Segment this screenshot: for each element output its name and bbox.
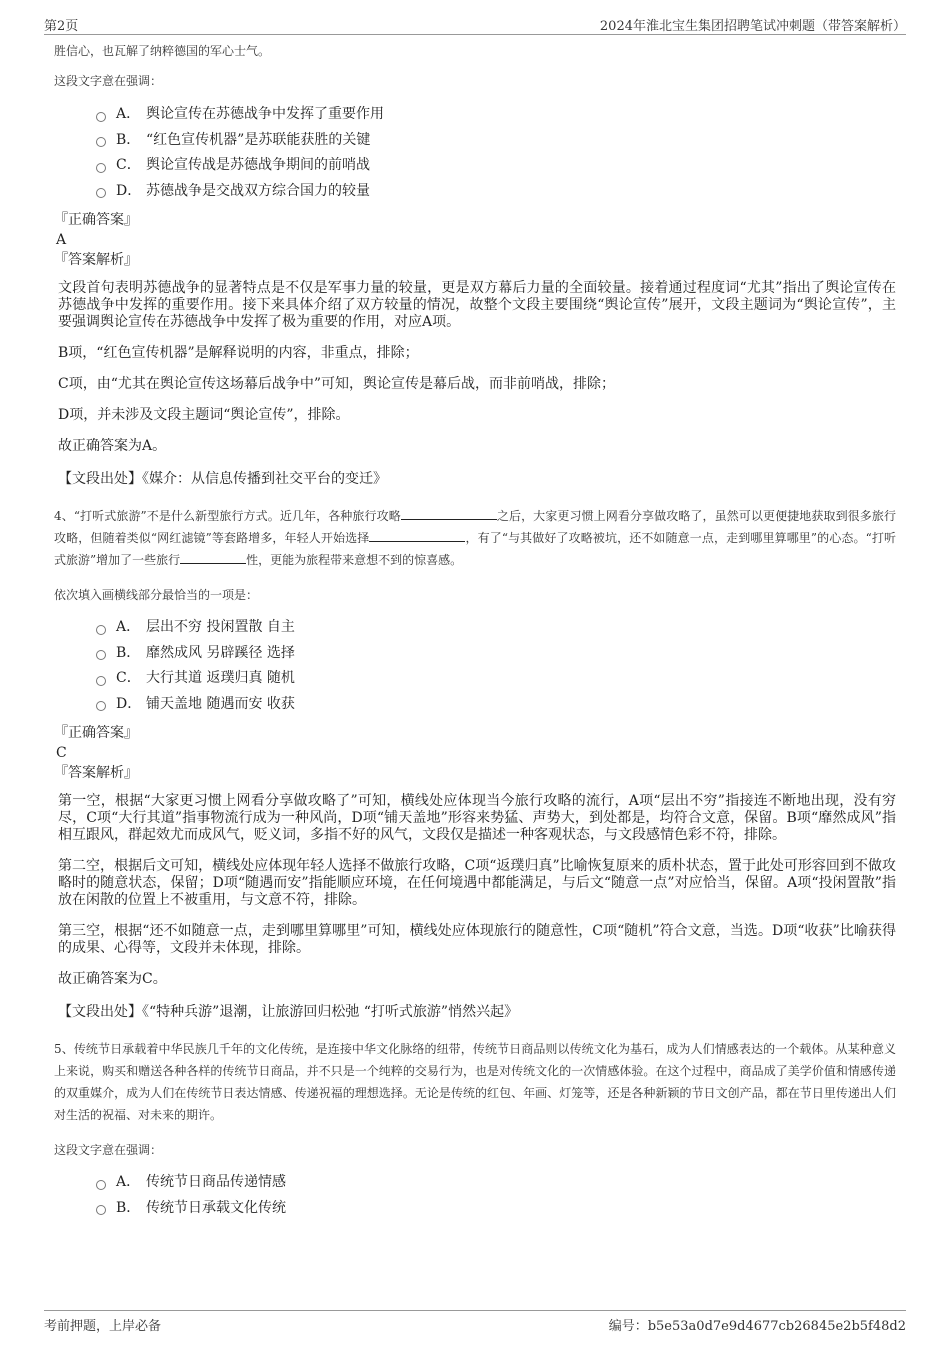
q3-analysis-label: 『答案解析』 xyxy=(54,252,138,268)
q5-prompt: 这段文字意在强调： xyxy=(54,1143,163,1157)
q4-option-d[interactable]: D． 铺天盖地 随遇而安 收获 xyxy=(96,692,896,718)
q4-option-c[interactable]: C． 大行其道 返璞归真 随机 xyxy=(96,666,896,692)
radio-icon[interactable] xyxy=(96,188,106,198)
q4-question: 4、“打听式旅游”不是什么新型旅行方式。近几年，各种旅行攻略 之后，大家更习惯上网看分享做攻略了，虽然可以更便捷地获取到很多旅行攻略，但随着类似“网红滤镜”等套路增多，年轻人开始选择 ，有了“与其做好了攻略被坑，还不如随意一点，走到哪里算哪里”的心态。“打听式旅游”增加了一些旅行 性，更能为旅程带来意想不到的惊喜感。 xyxy=(54,509,896,567)
radio-icon[interactable] xyxy=(96,676,106,686)
q4-analysis-para: 第一空，根据“大家更习惯上网看分享做攻略了”可知，横线处应体现当今旅行攻略的流行，A项“层出不穷”指接连不断地出现，没有穷尽，C项“大行其道”指事物流行成为一种风尚，D项“铺天盖地”形容来势猛、声势大，到处都是，均符合文意，保留。B项“靡然成风”指相互跟风，群起效尤而成风气，贬义词，多指不好的风气，文段仅是描述一种客观状态，与文段感情色彩不符，排除。 xyxy=(58,793,896,843)
document-code: b5e53a0d7e9d4677cb26845e2b5f48d2 xyxy=(647,1319,906,1334)
radio-icon[interactable] xyxy=(96,112,106,122)
q4-analysis-para: 第三空，根据“还不如随意一点，走到哪里算哪里”可知，横线处应体现旅行的随意性，C项“随机”符合文意，当选。D项“收获”比喻获得的成果、心得等，文段并未体现，排除。 xyxy=(58,923,896,956)
q3-analysis-para: C项，由“尤其在舆论宣传这场幕后战争中”可知，舆论宣传是幕后战，而非前哨战，排除； xyxy=(58,376,616,392)
document-title: 2024年淮北宝生集团招聘笔试冲刺题（带答案解析） xyxy=(599,19,906,34)
q5-option-a[interactable]: A． 传统节日商品传递情感 xyxy=(96,1170,896,1196)
radio-icon[interactable] xyxy=(96,650,106,660)
fill-blank xyxy=(369,529,465,542)
q3-options xyxy=(96,102,896,204)
radio-icon[interactable] xyxy=(96,163,106,173)
radio-icon[interactable] xyxy=(96,625,106,635)
q4-options xyxy=(96,615,896,717)
q4-source: 【文段出处】《“特种兵游”退潮，让旅游回归松弛 “打听式旅游”悄然兴起》 xyxy=(58,1004,519,1020)
q3-option-d[interactable]: D． 苏德战争是交战双方综合国力的较量 xyxy=(96,179,896,205)
document-body xyxy=(54,40,896,1227)
q3-prompt: 这段文字意在强调： xyxy=(54,74,163,88)
footer-code: 编号：b5e53a0d7e9d4677cb26845e2b5f48d2 xyxy=(608,1319,906,1334)
q3-source: 【文段出处】《媒介：从信息传播到社交平台的变迁》 xyxy=(58,471,387,487)
q5-option-b[interactable]: B． 传统节日承载文化传统 xyxy=(96,1196,896,1222)
page-header xyxy=(44,12,906,35)
q5-question: 5、传统节日承载着中华民族几千年的文化传统，是连接中华文化脉络的纽带，传统节日商品则以传统文化为基石，成为人们情感表达的一个载体。从某种意义上来说，购买和赠送各种各样的传统节日商品，并不只是一个纯粹的交易行为，也是对传统文化的一次情感体验。在这个过程中，商品成了美学价值和情感传递的双重媒介，成为人们在传统节日表达情感、传递祝福的理想选择。无论是传统的红包、年画、灯笼等，还是各种新颖的节日文创产品，都在节日里传递出人们对生活的祝福、对未来的期许。 xyxy=(54,1042,896,1122)
q3-analysis-para: D项，并未涉及文段主题词“舆论宣传”，排除。 xyxy=(58,407,350,423)
q4-option-b[interactable]: B． 靡然成风 另辟蹊径 选择 xyxy=(96,641,896,667)
q4-analysis-para: 第二空，根据后文可知，横线处应体现年轻人选择不做旅行攻略，C项“返璞归真”比喻恢复原来的质朴状态，置于此处可形容回到不做攻略时的随意状态，保留；D项“随遇而安”指能顺应环境，在任何境遇中都能满足，与后文“随意一点”对应恰当，保留。A项“投闲置散”指放在闲散的位置上不被重用，与文意不符，排除。 xyxy=(58,858,896,908)
q4-answer-label: 『正确答案』 xyxy=(54,725,138,741)
radio-icon[interactable] xyxy=(96,1180,106,1190)
footer-slogan: 考前押题，上岸必备 xyxy=(44,1319,162,1334)
radio-icon[interactable] xyxy=(96,137,106,147)
q3-answer: A xyxy=(56,232,67,248)
q5-options xyxy=(96,1170,896,1221)
q4-analysis-para: 故正确答案为C。 xyxy=(58,971,167,987)
q4-analysis-label: 『答案解析』 xyxy=(54,765,138,781)
q3-analysis-para: 故正确答案为A。 xyxy=(58,438,167,454)
page-footer xyxy=(44,1310,906,1337)
q3-analysis-para: B项，“红色宣传机器”是解释说明的内容，非重点，排除； xyxy=(58,345,419,361)
q4-answer: C xyxy=(56,745,67,761)
q4-option-a[interactable]: A． 层出不穷 投闲置散 自主 xyxy=(96,615,896,641)
q3-option-a[interactable]: A． 舆论宣传在苏德战争中发挥了重要作用 xyxy=(96,102,896,128)
q3-continuation: 胜信心，也瓦解了纳粹德国的军心士气。 xyxy=(54,44,271,58)
q4-prompt: 依次填入画横线部分最恰当的一项是： xyxy=(54,588,259,602)
fill-blank xyxy=(180,551,246,564)
q3-option-c[interactable]: C． 舆论宣传战是苏德战争期间的前哨战 xyxy=(96,153,896,179)
page-number: 第2页 xyxy=(44,19,79,34)
fill-blank xyxy=(401,507,497,520)
q3-answer-label: 『正确答案』 xyxy=(54,212,138,228)
radio-icon[interactable] xyxy=(96,1205,106,1215)
q3-analysis-para: 文段首句表明苏德战争的显著特点是不仅是军事力量的较量，更是双方幕后力量的全面较量。接着通过程度词“尤其”指出了舆论宣传在苏德战争中发挥的重要作用。接下来具体介绍了双方较量的情况，故整个文段主要围绕“舆论宣传”展开，文段主题词为“舆论宣传”，主要强调舆论宣传在苏德战争中发挥了极为重要的作用，对应A项。 xyxy=(58,280,896,330)
q3-option-b[interactable]: B． “红色宣传机器”是苏联能获胜的关键 xyxy=(96,128,896,154)
radio-icon[interactable] xyxy=(96,701,106,711)
